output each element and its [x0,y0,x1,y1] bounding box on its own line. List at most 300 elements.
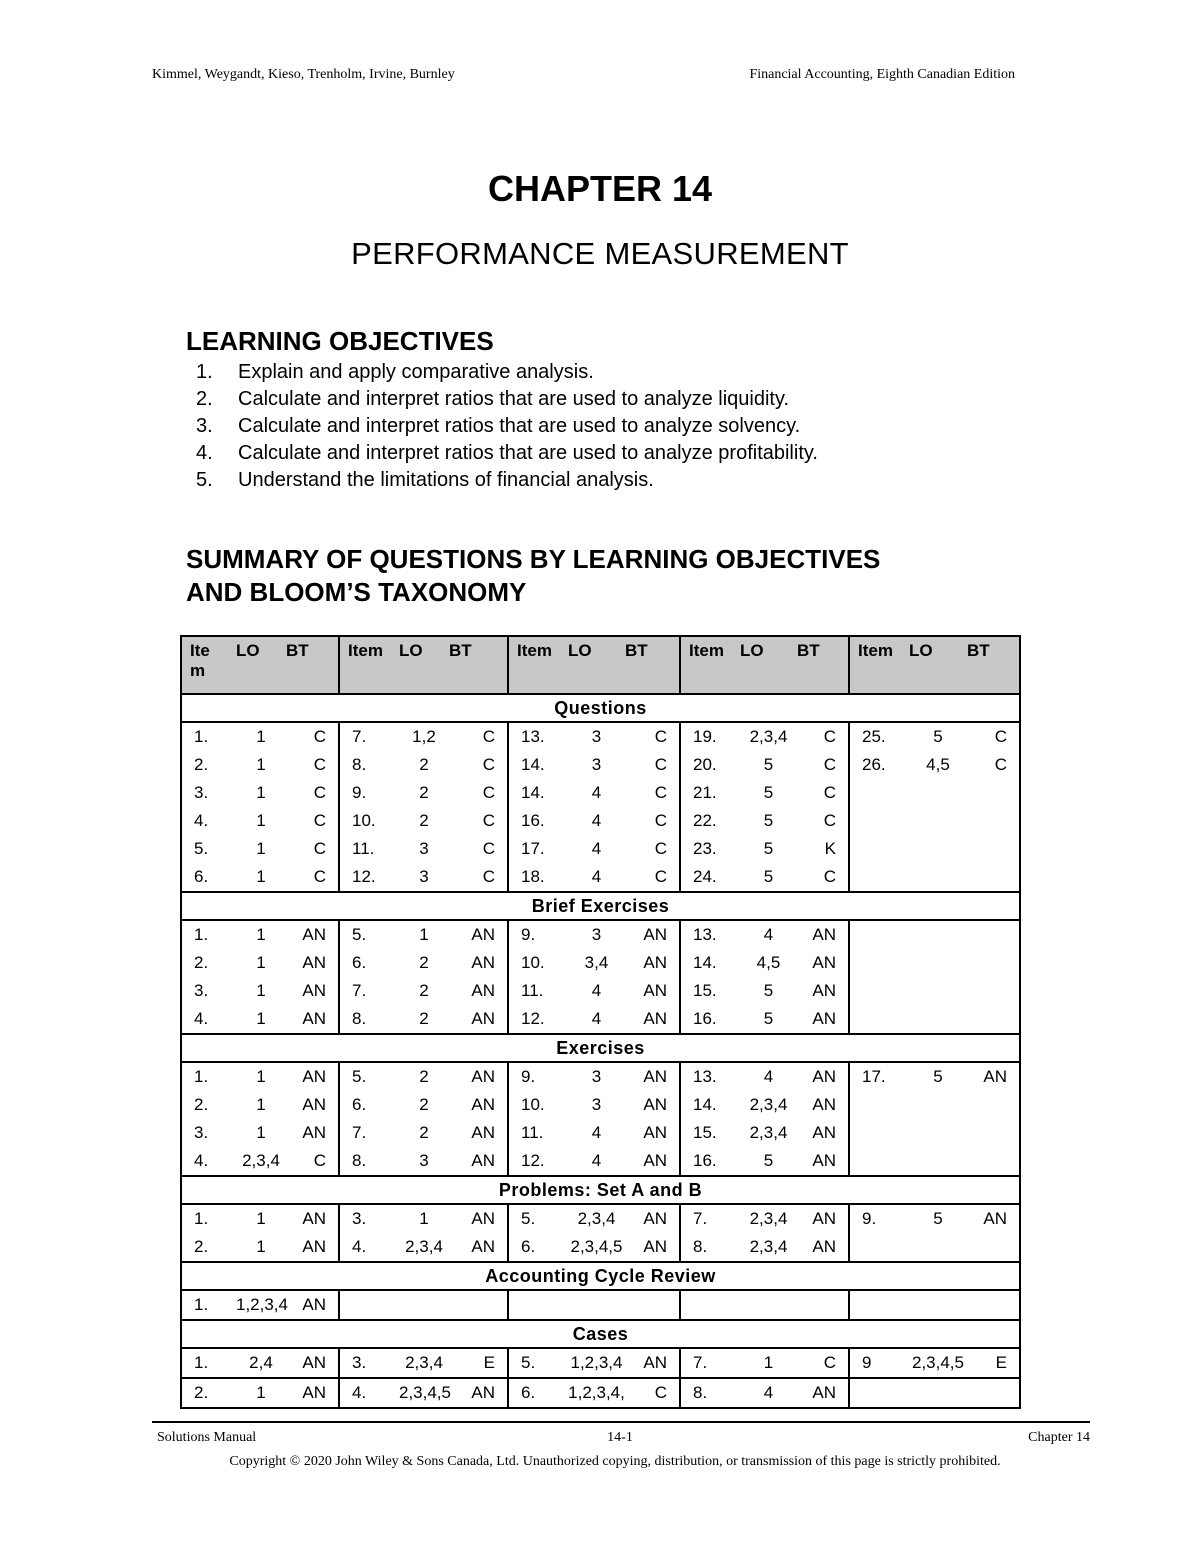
table-cell: 3 [419,1151,429,1170]
table-cell: C [823,1353,836,1372]
table-cell: 2,3,4 [749,727,788,746]
table-cell: 12. [508,1005,568,1034]
table-cell: 2,3,4 [749,1237,788,1256]
table-cell: C [482,839,495,858]
table-cell: AN [302,1295,326,1314]
table-cell: 11. [508,1119,568,1147]
table-cell: 1. [181,1062,236,1091]
table-row [181,949,1020,977]
learning-objective-item [196,359,818,386]
column-header: LO [236,636,286,694]
table-cell: AN [471,1151,495,1170]
table-cell: AN [302,1237,326,1256]
table-cell [909,1119,967,1147]
table-cell [909,1233,967,1262]
table-row [181,1204,1020,1233]
section-title: Questions [181,694,1020,722]
table-cell: 6. [339,1091,399,1119]
table-cell: 5 [763,1009,774,1028]
table-cell [967,835,1020,863]
table-row [181,1147,1020,1176]
table-cell: 8. [339,1147,399,1176]
table-cell [449,1290,508,1320]
table-cell: C [482,783,495,802]
learning-objective-item [196,413,818,440]
column-header: LO [909,636,967,694]
table-cell: C [823,727,836,746]
table-cell [849,1290,909,1320]
table-cell: 2. [181,1378,236,1408]
table-cell: AN [302,953,326,972]
table-row [181,863,1020,892]
table-cell: 1. [181,1348,236,1378]
table-cell: 3,4 [584,953,609,972]
chapter-subtitle: PERFORMANCE MEASUREMENT [351,236,849,271]
table-cell: 2,3,4,5 [912,1353,964,1372]
table-cell [849,1378,909,1408]
table-cell: 6. [508,1378,568,1408]
table-header-row [181,636,1020,694]
table-cell: 2 [419,981,429,1000]
section-title: Problems: Set A and B [181,1176,1020,1204]
table-cell: 3. [339,1348,399,1378]
table-cell: 5 [933,1067,943,1086]
table-cell: 1. [181,920,236,949]
table-cell: 2 [419,811,429,830]
learning-objective-item [196,440,818,467]
table-cell: 4. [181,807,236,835]
table-row [181,779,1020,807]
table-cell: AN [643,953,667,972]
table-cell: AN [812,953,836,972]
table-cell: 4 [591,981,602,1000]
table-cell [849,977,909,1005]
table-cell: 2,3,4 [749,1123,788,1142]
table-cell: C [654,755,667,774]
table-cell: 14. [680,1091,740,1119]
table-cell [909,1005,967,1034]
footer-chapter: Chapter 14 [1028,1430,1090,1445]
table-cell: 5 [763,1151,774,1170]
table-cell: 2 [419,1123,429,1142]
table-cell: 3 [419,839,429,858]
table-row [181,1233,1020,1262]
table-cell: 3. [339,1204,399,1233]
table-row [181,1378,1020,1408]
table-row [181,1005,1020,1034]
learning-objective-item [196,467,818,494]
table-row [181,722,1020,751]
table-cell [797,1290,849,1320]
table-cell: 5. [339,1062,399,1091]
table-cell: 9. [339,779,399,807]
table-cell: 2,4 [249,1353,273,1372]
table-cell: AN [449,1378,508,1408]
column-header: BT [967,636,1020,694]
table-cell: AN [812,1209,836,1228]
table-cell: 16. [680,1005,740,1034]
table-cell: AN [643,925,667,944]
learning-objectives-heading: LEARNING OBJECTIVES [186,326,494,356]
table-cell: AN [471,1123,495,1142]
column-header: Item [339,636,399,694]
column-header: Item [508,636,568,694]
table-cell: 2,3,4 [242,1151,280,1170]
table-cell: 15. [680,977,740,1005]
table-cell: AN [286,1378,339,1408]
table-cell: 24. [680,863,740,892]
section-header-row [181,1320,1020,1348]
table-cell: 1 [763,1353,774,1372]
table-cell: C [313,867,326,886]
table-cell: 5 [763,839,774,858]
table-cell: 5 [933,727,943,746]
column-header: Item [680,636,740,694]
table-cell: 6. [508,1233,568,1262]
table-cell: 1. [181,1204,236,1233]
table-cell: 14. [680,949,740,977]
table-cell: 5 [763,867,774,886]
table-cell [339,1290,399,1320]
column-header: BT [449,636,508,694]
summary-heading-line-1: SUMMARY OF QUESTIONS BY LEARNING OBJECTIVES [186,544,881,574]
learning-objectives-list [196,359,818,494]
table-cell: 1 [419,1209,429,1228]
table-cell: 1,2 [412,727,436,746]
table-cell: 1 [256,755,266,774]
table-row [181,920,1020,949]
table-cell: 5 [763,783,774,802]
table-cell: 10. [339,807,399,835]
table-cell: 14. [508,779,568,807]
table-cell: 3 [591,925,602,944]
table-cell [849,807,909,835]
table-cell [909,1378,967,1408]
table-cell: 16. [508,807,568,835]
objective-number: 1. [196,361,213,383]
table-cell: AN [471,1067,495,1086]
table-cell: AN [643,981,667,1000]
table-cell: AN [471,1095,495,1114]
table-cell: 4. [181,1005,236,1034]
table-cell: AN [812,981,836,1000]
table-cell: 18. [508,863,568,892]
table-cell: E [483,1353,495,1372]
table-cell: C [313,783,326,802]
table-cell: 7. [339,1119,399,1147]
table-cell: 1 [256,1009,266,1028]
table-cell [967,1290,1020,1320]
table-cell: 1,2,3,4 [570,1353,623,1372]
table-cell [909,807,967,835]
table-cell: 4. [339,1233,399,1262]
section-title: Brief Exercises [181,892,1020,920]
table-cell: 2,3,4 [577,1209,616,1228]
table-cell: 13. [680,1062,740,1091]
table-cell: 7. [680,1348,740,1378]
table-cell: 9. [508,920,568,949]
footer-rule [152,1421,1090,1423]
table-cell: 5 [763,811,774,830]
table-cell [909,920,967,949]
column-header: LO [399,636,449,694]
table-cell: 17. [508,835,568,863]
table-cell: AN [471,925,495,944]
table-cell: 1 [256,867,266,886]
table-cell: C [313,727,326,746]
table-cell [849,835,909,863]
footer-manual-name: Solutions Manual [157,1430,257,1445]
table-cell: K [824,839,836,858]
section-header-row [181,1262,1020,1290]
table-cell: 10. [508,949,568,977]
table-cell: 2,3,4,5 [399,1378,449,1408]
table-cell: 2,3,4 [749,1209,788,1228]
table-cell: AN [302,1095,326,1114]
objective-number: 3. [196,415,213,437]
table-cell: 4 [591,811,602,830]
table-cell: C [967,722,1020,751]
section-title: Cases [181,1320,1020,1348]
section-header-row [181,1176,1020,1204]
table-cell: 3 [591,1067,602,1086]
table-cell: AN [471,953,495,972]
table-cell: 1 [256,953,266,972]
table-cell: 4 [763,1067,774,1086]
table-cell [909,1290,967,1320]
table-cell: AN [643,1123,667,1142]
table-cell: C [482,867,495,886]
table-cell: 2 [419,755,429,774]
table-cell: AN [643,1151,667,1170]
table-cell: 22. [680,807,740,835]
table-cell: 4. [181,1147,236,1176]
table-row [181,1091,1020,1119]
table-cell [909,779,967,807]
table-cell [967,807,1020,835]
table-cell: AN [797,1378,849,1408]
table-cell: 1 [256,925,266,944]
table-row [181,1119,1020,1147]
table-cell: 4 [591,1151,602,1170]
copyright-notice: Copyright © 2020 John Wiley & Sons Canada, Ltd. Unauthorized copying, distribution, or transmission of this page is strictly prohibited. [229,1454,1001,1469]
table-cell [967,1378,1020,1408]
table-cell: 4 [740,1378,797,1408]
column-header: Ite m [181,636,236,694]
table-cell: 1 [256,1095,266,1114]
page-number: 14-1 [607,1430,633,1445]
table-cell: 11. [508,977,568,1005]
table-cell [967,949,1020,977]
section-header-row [181,1034,1020,1062]
table-cell: AN [812,925,836,944]
table-cell: 25. [849,722,909,751]
table-cell: E [967,1348,1020,1378]
table-cell: 10. [508,1091,568,1119]
table-cell: C [823,867,836,886]
table-cell: 7. [680,1204,740,1233]
table-cell: 1 [256,1123,266,1142]
table-cell [909,949,967,977]
table-cell: AN [302,1009,326,1028]
table-cell: 8. [680,1233,740,1262]
learning-objective-item [196,386,818,413]
table-cell [508,1290,568,1320]
table-cell: 4 [763,925,774,944]
table-cell [849,1233,909,1262]
table-cell [909,1147,967,1176]
table-cell: 1,2,3,4 [236,1295,288,1314]
table-cell: AN [302,1067,326,1086]
table-cell: 5. [339,920,399,949]
table-cell [849,1005,909,1034]
column-header: BT [625,636,680,694]
table-cell: 7. [339,722,399,751]
table-cell: 9. [508,1062,568,1091]
table-cell: 2 [419,1095,429,1114]
table-cell: 8. [680,1378,740,1408]
table-cell [967,1005,1020,1034]
table-cell: 1 [256,727,266,746]
table-cell: 1 [256,1067,266,1086]
table-cell: 19. [680,722,740,751]
table-cell: 14. [508,751,568,779]
table-cell: AN [643,1095,667,1114]
table-cell: 9 [849,1348,909,1378]
table-cell [909,977,967,1005]
table-cell: C [654,727,667,746]
table-cell: C [482,727,495,746]
table-cell: 20. [680,751,740,779]
column-header: BT [286,636,339,694]
table-cell: 13. [680,920,740,949]
table-cell: 2. [181,1233,236,1262]
table-cell: 12. [339,863,399,892]
table-cell: C [313,1151,326,1170]
table-cell: 2 [419,953,429,972]
table-cell: 1 [236,1378,286,1408]
table-cell: C [313,839,326,858]
summary-heading [186,543,880,609]
table-cell: AN [812,1151,836,1170]
table-cell: AN [812,1237,836,1256]
table-cell: 26. [849,751,909,779]
table-cell: AN [643,1353,667,1372]
table-cell: C [625,1378,680,1408]
table-cell: 3. [181,779,236,807]
table-cell: AN [967,1204,1020,1233]
table-cell [967,977,1020,1005]
table-cell: 16. [680,1147,740,1176]
table-cell: 8. [339,1005,399,1034]
table-cell: C [482,755,495,774]
table-cell: 15. [680,1119,740,1147]
table-cell: AN [471,1209,495,1228]
table-cell [909,863,967,892]
summary-heading-line-2: AND BLOOM’S TAXONOMY [186,577,527,607]
table-cell: AN [967,1062,1020,1091]
table-cell: C [313,811,326,830]
table-cell: 21. [680,779,740,807]
table-cell: AN [302,1353,326,1372]
table-cell: 4 [591,1009,602,1028]
table-cell: 3 [419,867,429,886]
column-header: BT [797,636,849,694]
table-cell: C [654,811,667,830]
table-cell: 3 [591,1095,602,1114]
section-title: Accounting Cycle Review [181,1262,1020,1290]
table-cell: 6. [181,863,236,892]
table-row [181,835,1020,863]
table-cell: AN [302,1123,326,1142]
table-cell: AN [302,981,326,1000]
table-cell: 23. [680,835,740,863]
table-cell: 7. [339,977,399,1005]
table-cell: AN [643,1209,667,1228]
table-row [181,1062,1020,1091]
table-cell: 1 [256,783,266,802]
table-cell: AN [302,925,326,944]
table-cell: 2 [419,783,429,802]
table-row [181,977,1020,1005]
table-cell: 4 [591,839,602,858]
table-cell: AN [812,1095,836,1114]
table-cell [909,1091,967,1119]
table-cell: 3. [181,977,236,1005]
table-cell: 5. [508,1348,568,1378]
table-cell: C [654,783,667,802]
table-cell [967,920,1020,949]
chapter-title: CHAPTER 14 [487,168,713,209]
section-title: Exercises [181,1034,1020,1062]
table-cell: 4 [591,1123,602,1142]
table-cell: AN [471,981,495,1000]
table-cell [849,1147,909,1176]
table-cell: 4 [591,867,602,886]
table-cell: 13. [508,722,568,751]
objective-text: Calculate and interpret ratios that are used to analyze liquidity. [238,388,790,410]
table-cell [909,835,967,863]
table-cell: C [967,751,1020,779]
table-cell: 2,3,4 [405,1237,443,1256]
section-header-row [181,694,1020,722]
table-cell: 11. [339,835,399,863]
table-cell: C [313,755,326,774]
table-cell: 1 [256,1237,266,1256]
table-cell: 6. [339,949,399,977]
table-cell: 3. [181,1119,236,1147]
table-row [181,751,1020,779]
table-cell: AN [471,1237,495,1256]
table-cell: 1 [256,839,266,858]
section-header-row [181,892,1020,920]
table-cell [740,1290,797,1320]
objective-number: 4. [196,442,213,464]
table-cell: AN [812,1067,836,1086]
objective-number: 5. [196,469,213,491]
table-cell: 1. [181,1290,236,1320]
table-cell: 2,3,4 [405,1353,443,1372]
table-cell: 2. [181,1091,236,1119]
table-cell: AN [643,1009,667,1028]
table-cell: 1 [419,925,429,944]
table-cell [967,1091,1020,1119]
column-header: Item [849,636,909,694]
table-cell: 2 [419,1067,429,1086]
table-cell [625,1290,680,1320]
objective-text: Understand the limitations of financial analysis. [238,469,654,491]
table-cell: 12. [508,1147,568,1176]
